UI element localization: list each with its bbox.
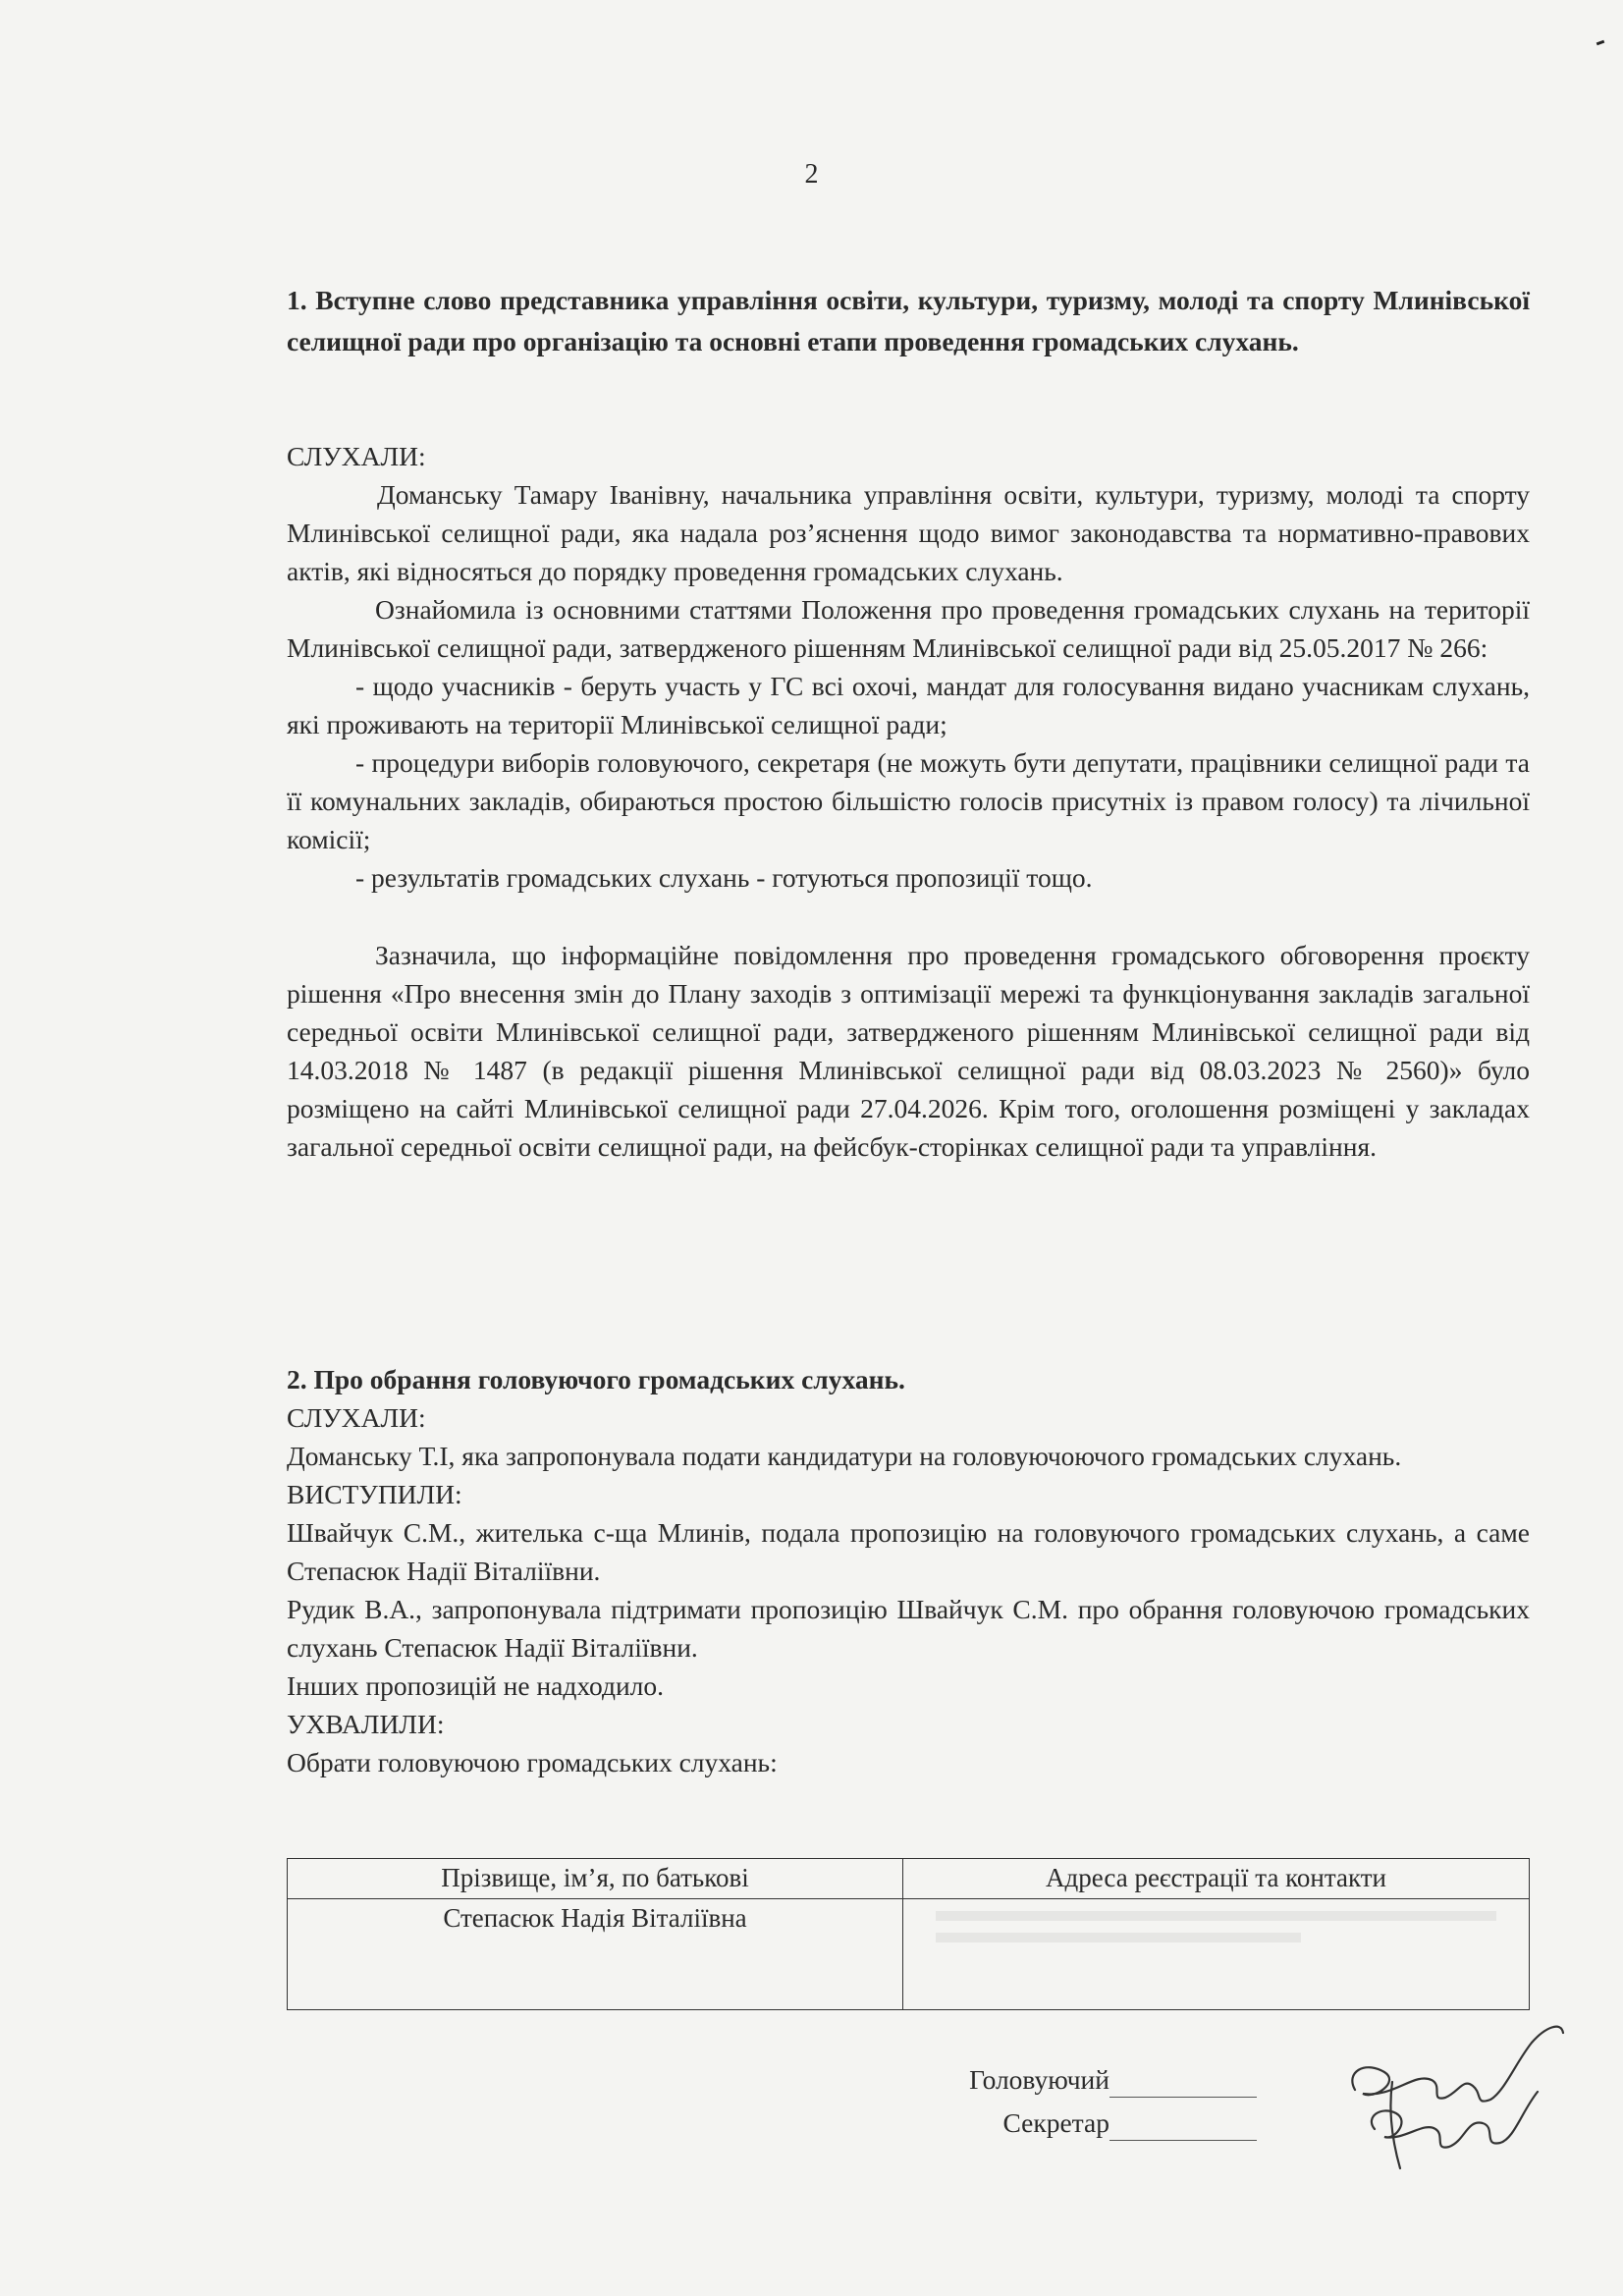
- signature-line: [1109, 2097, 1257, 2098]
- paragraph: Доманську Тамару Іванівну, начальника управління освіти, культури, туризму, молоді та спорту Млинівської селищної ради, яка надала роз’яснення щодо вимог законодавства та нормативно-правових актів, які відносяться до порядку проведення громадських слухань.: [287, 479, 1530, 586]
- secretary-label: Секретар: [1002, 2107, 1109, 2138]
- chair-signature-stroke: [1352, 2027, 1563, 2102]
- heard-label: СЛУХАЛИ:: [287, 1402, 426, 1433]
- paragraph: Швайчук С.М., жителька с-ща Млинів, подала пропозицію на головуючого громадських слухань, а саме Степасюк Надії Віталіївни.: [287, 1517, 1530, 1586]
- secretary-signature-row: [805, 2104, 1257, 2147]
- paragraph: Рудик В.А., запропонувала підтримати пропозицію Швайчук С.М. про обрання головуючою громадських слухань Степасюк Надії Віталіївни.: [287, 1594, 1530, 1663]
- redaction: [936, 1911, 1496, 1921]
- section-2-body: [287, 1360, 1530, 1781]
- heard-label: СЛУХАЛИ:: [287, 441, 426, 471]
- secretary-signature-stroke: [1372, 2092, 1538, 2148]
- bullet-item: - щодо учасників - беруть участь у ГС всі охочі, мандат для голосування видано учасникам слухань, які проживають на території Млинівської селищної ради;: [287, 671, 1530, 739]
- chair-signature-row: [805, 2060, 1257, 2104]
- spoke-label: ВИСТУПИЛИ:: [287, 1479, 462, 1509]
- signature-line: [1109, 2140, 1257, 2141]
- column-header: Адреса реєстрації та контакти: [903, 1859, 1530, 1899]
- redaction: [936, 1933, 1302, 1942]
- table-row: [288, 1899, 1530, 2010]
- section-1-heading: 1. Вступне слово представника управління освіти, культури, туризму, молоді та спорту Млинівської селищної ради про організацію та основні етапи проведення громадських слухань.: [287, 285, 1530, 356]
- table-cell: Степасюк Надія Віталіївна: [288, 1899, 903, 2010]
- section-2-heading: 2. Про обрання головуючого громадських слухань.: [287, 1364, 905, 1394]
- bullet-item: - результатів громадських слухань - готуються пропозиції тощо.: [355, 862, 1093, 893]
- paragraph: Ознайомила із основними статтями Положення про проведення громадських слухань на території Млинівської селищної ради, затвердженого рішенням Млинівської селищної ради від 25.05.2017 № 266:: [287, 594, 1530, 663]
- page-number: 2: [804, 159, 819, 190]
- signature-block: [805, 2060, 1257, 2147]
- paragraph: Зазначила, що інформаційне повідомлення про проведення громадського обговорення проєкту рішення «Про внесення змін до Плану заходів з оптимізації мережі та функціонування закладів загальної середньої освіти Млинівської селищної ради, затвердженого рішенням Млинівської селищної ради від 14.03.2018 № 1487 (в редакції рішення Млинівської селищної ради від 08.03.2023 № 2560)» було розміщено на сайті Млинівської селищної ради 27.04.2026. Крім того, оголошення розміщені у закладах загальної середньої освіти селищної ради, на фейсбук-сторінках селищної ради та управління.: [287, 940, 1530, 1162]
- scan-mark: [1596, 40, 1605, 46]
- bullet-item: - процедури виборів головуючого, секретаря (не можуть бути депутати, працівники селищної ради та її комунальних закладів, обираються простою більшістю голосів присутніх із правом голосу) та лічильної комісії;: [287, 747, 1530, 854]
- chair-label: Головуючий: [969, 2064, 1109, 2095]
- candidate-table: [287, 1858, 1530, 2010]
- handwritten-signature: [1335, 2003, 1581, 2200]
- paragraph: Інших пропозицій не надходило.: [287, 1670, 665, 1701]
- table-header-row: [288, 1859, 1530, 1899]
- section-1-body: [287, 437, 1530, 1166]
- signature-flourish: [1390, 2082, 1400, 2168]
- decided-label: УХВАЛИЛИ:: [287, 1709, 445, 1739]
- paragraph: Обрати головуючою громадських слухань:: [287, 1747, 778, 1777]
- paragraph: Доманську Т.І, яка запропонувала подати кандидатури на головуючоючого громадських слухань.: [287, 1441, 1402, 1471]
- redacted-cell: [903, 1899, 1530, 2010]
- column-header: Прізвище, ім’я, по батькові: [288, 1859, 903, 1899]
